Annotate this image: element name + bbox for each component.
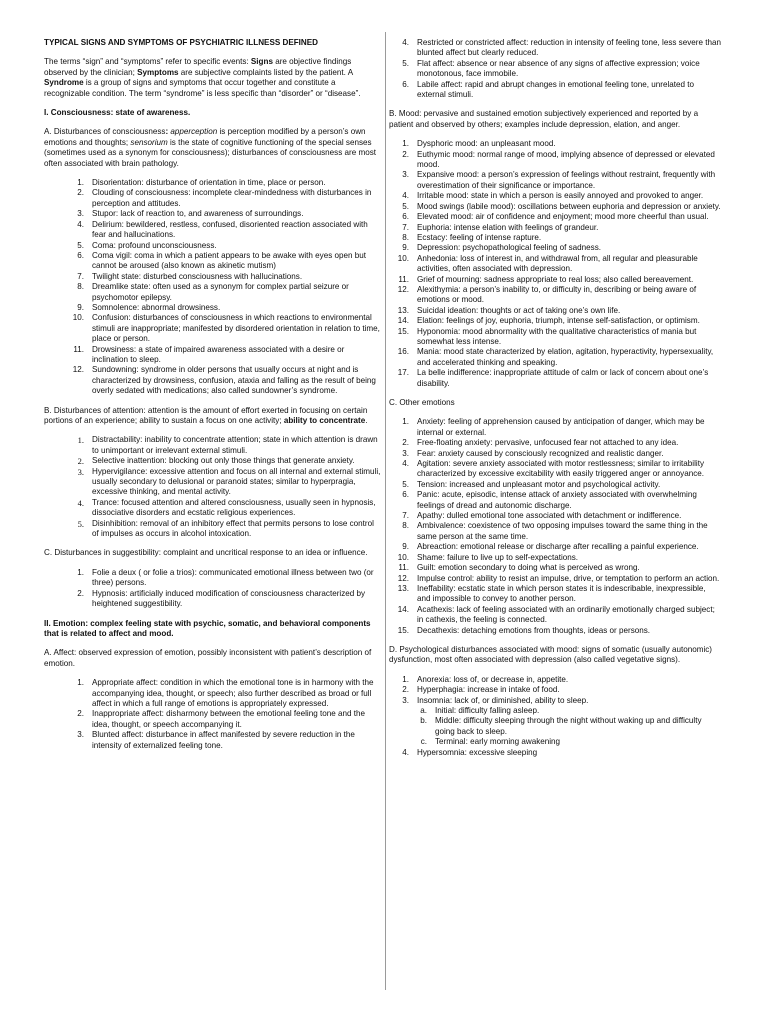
- list-item: [44, 730, 382, 751]
- list-item: [389, 737, 721, 747]
- list-item-text: Coma vigil: coma in which a patient appears to be awake with eyes open but cannot be aroused (also known as akinetic mutism): [92, 250, 366, 271]
- subsection-text: is the state of cognitive functioning of the special senses (sometimes used as a synonym for consciousness); disturbances of consciousness are most often associated with brain pathology.: [44, 137, 376, 168]
- list-item: [389, 542, 721, 552]
- list-item: [389, 706, 721, 716]
- list-item: [389, 285, 721, 306]
- list-item: [44, 282, 382, 303]
- list-item-number: 4.: [402, 38, 409, 47]
- list-item: [389, 306, 721, 316]
- list-item-text: Acathexis: lack of feeling associated with an ordinarily emotionally charged subject; in cathexis, the feeling is connected.: [417, 604, 715, 625]
- vegetative-signs-list: [389, 675, 721, 706]
- syndrome-term: Syndrome: [44, 78, 84, 88]
- list-item-number: 2.: [77, 188, 84, 198]
- list-item: [389, 490, 721, 511]
- list-item-text: Hypnosis: artificially induced modification of consciousness characterized by heightened suggestibility.: [92, 588, 366, 609]
- apperception-term: apperception: [170, 127, 218, 137]
- list-item: [389, 511, 721, 521]
- list-item: [44, 678, 382, 709]
- list-item-text: Abreaction: emotional release or discharge after recalling a painful experience.: [417, 542, 699, 552]
- list-item: [389, 368, 721, 389]
- list-item: [44, 365, 382, 396]
- list-item: [389, 243, 721, 253]
- list-item: [389, 459, 721, 480]
- list-item: [389, 574, 721, 584]
- list-item-text: Flat affect: absence or near absence of any signs of affective expression; voice monotonous, face immobile.: [417, 58, 700, 79]
- list-item-text: Terminal: early morning awakening: [435, 737, 561, 747]
- list-item-text: Insomnia: lack of, or diminished, ability to sleep.: [417, 695, 589, 705]
- list-item-text: Clouding of consciousness: incomplete clear-mindedness with disturbances in perception and attitudes.: [92, 188, 372, 208]
- list-item-text: Appropriate affect: condition in which the emotional tone is in harmony with the accompanying idea, thought, or speech; also further described as broad or full affect in which a full range of emotions is appropriately expressed.: [92, 678, 374, 708]
- list-item-text: Disorientation: disturbance of orientation in time, place or person.: [92, 178, 326, 188]
- list-item-number: 3.: [402, 695, 409, 705]
- list-item-text: Hypersomnia: excessive sleeping: [417, 747, 538, 757]
- list-item-number: 8.: [402, 521, 409, 531]
- list-item-text: Labile affect: rapid and abrupt changes in emotional feeling tone, unrelated to external stimuli.: [417, 79, 695, 100]
- list-item-text: Mania: mood state characterized by elation, agitation, hyperactivity, hypersexuality, and accelerated thinking and speaking.: [417, 347, 714, 367]
- list-item-number: 14.: [397, 316, 409, 326]
- list-item: [389, 553, 721, 563]
- subsection-text: A. Disturbances of consciousness: [44, 127, 166, 137]
- list-item-text: Agitation: severe anxiety associated with motor restlessness; similar to irritability characterized by excessive excitability with easily triggered anger or annoyance.: [417, 459, 705, 479]
- list-item: [389, 191, 721, 201]
- list-item: [389, 254, 721, 275]
- section-heading-emotion: II. Emotion: complex feeling state with psychic, somatic, and behavioral components that is related to affect and mood.: [44, 618, 371, 638]
- list-item-text: Ineffability: ecstatic state in which person states it is indescribable, inexpressible, and impossible to convey to another person.: [417, 583, 706, 604]
- list-item-number: 3.: [77, 209, 84, 219]
- list-item-text: Ecstacy: feeling of intense rapture.: [417, 232, 542, 242]
- list-item-text: Folie a deux ( or folie a trios): communicated emotional illness between two (or three) persons.: [92, 567, 374, 588]
- list-item-number: 1.: [402, 674, 409, 684]
- list-item: [389, 316, 721, 326]
- list-item: [44, 241, 382, 251]
- list-item: [389, 563, 721, 573]
- list-item-text: Tension: increased and unpleasant motor and psychological activity.: [417, 479, 661, 489]
- list-item: [44, 178, 382, 188]
- list-item-text: Elation: feelings of joy, euphoria, triumph, intense self-satisfaction, or optimism.: [417, 316, 700, 326]
- list-item-text: Mood swings (labile mood): oscillations between euphoria and depression or anxiety.: [417, 201, 721, 211]
- list-item-text: Restricted or constricted affect: reduction in intensity of feeling tone, less severe than blunted affect but clearly reduced.: [417, 38, 721, 58]
- subsection-attention-disturbances: [44, 406, 382, 427]
- list-item: [389, 275, 721, 285]
- list-item-number: 2.: [402, 438, 409, 448]
- list-item: [44, 456, 382, 466]
- list-item-number: 1.: [402, 417, 409, 427]
- list-item: [389, 202, 721, 212]
- list-item-text: Delirium: bewildered, restless, confused, disoriented reaction associated with fear and hallucinations.: [92, 219, 368, 240]
- list-item-text: Disinhibition: removal of an inhibitory effect that permits persons to lose control of impulses as occurs in alcohol intoxication.: [92, 518, 374, 539]
- list-item: [389, 150, 721, 171]
- list-item: [389, 327, 721, 348]
- consciousness-list: [44, 178, 382, 397]
- list-item-number: 1.: [77, 678, 84, 688]
- affect-list: [44, 678, 382, 751]
- column-divider: [385, 32, 386, 990]
- list-item: [44, 251, 382, 272]
- list-item: [389, 212, 721, 222]
- list-item: [389, 685, 721, 695]
- list-item-number: 1.: [77, 178, 84, 188]
- list-item: [389, 223, 721, 233]
- list-item-text: Anxiety: feeling of apprehension caused by anticipation of danger, which may be internal or external.: [417, 417, 705, 437]
- list-item-number: 10.: [72, 313, 84, 323]
- list-item-number: 14.: [397, 604, 409, 614]
- subsection-psychological-disturbances: D. Psychological disturbances associated with mood: signs of somatic (usually autonomic) dysfunction, most often associated with depression (also called vegetative signs).: [389, 644, 712, 665]
- list-item-number: 5.: [77, 240, 84, 250]
- right-column: [389, 38, 721, 767]
- list-item: [389, 233, 721, 243]
- intro-text: The terms “sign” and “symptoms” refer to specific events:: [44, 57, 251, 67]
- list-item: [44, 188, 382, 209]
- list-item-number: 15.: [397, 625, 409, 635]
- list-item-number: 6.: [402, 79, 409, 89]
- list-item: [389, 139, 721, 149]
- list-item: [389, 38, 721, 59]
- subsection-other-emotions: C. Other emotions: [389, 398, 455, 407]
- list-item-number: 9.: [402, 243, 409, 253]
- list-item: [389, 675, 721, 685]
- subsection-mood: B. Mood: pervasive and sustained emotion subjectively experienced and reported by a patient and observed by others; examples include depression, elation, and anger.: [389, 109, 699, 129]
- list-item-text: Stupor: lack of reaction to, and awareness of surroundings.: [92, 209, 304, 219]
- list-item-number: 2.: [402, 149, 409, 159]
- left-column: [44, 38, 382, 760]
- list-item: [389, 626, 721, 636]
- list-item-number: 7.: [402, 222, 409, 232]
- list-item: [44, 467, 382, 498]
- list-item: [389, 170, 721, 191]
- list-item: [44, 709, 382, 730]
- list-item-text: Apathy: dulled emotional tone associated with detachment or indifference.: [417, 511, 682, 521]
- list-item-text: Impulse control: ability to resist an impulse, drive, or temptation to perform an action.: [417, 573, 720, 583]
- subsection-consciousness-disturbances: [44, 127, 382, 169]
- list-item: [389, 438, 721, 448]
- list-item-number: 11.: [73, 344, 84, 354]
- insomnia-sublist: [389, 706, 721, 748]
- list-item-text: Hyperphagia: increase in intake of food.: [417, 685, 560, 695]
- list-item-number: 12.: [397, 573, 409, 583]
- list-item-number: 7.: [77, 271, 84, 281]
- list-item-number: 3.: [402, 170, 409, 180]
- list-item: [389, 521, 721, 542]
- ability-to-concentrate-term: ability to concentrate: [283, 416, 366, 425]
- list-item-number: 7.: [402, 511, 409, 521]
- list-item-number: 2.: [77, 456, 84, 467]
- list-item-text: La belle indifference: inappropriate attitude of calm or lack of concern about one’s disability.: [417, 368, 709, 388]
- mood-list: [389, 139, 721, 389]
- list-item-text: Confusion: disturbances of consciousness in which reactions to environmental stimuli are inappropriate; manifested by disordered orientation in relation to time, place or person.: [92, 313, 380, 344]
- list-item-text: Selective inattention: blocking out only those things that generate anxiety.: [92, 456, 355, 466]
- list-item: [389, 696, 721, 706]
- list-item-text: Guilt: emotion secondary to doing what is perceived as wrong.: [417, 563, 640, 573]
- list-item: [44, 272, 382, 282]
- list-item-number: 10.: [397, 253, 409, 263]
- list-item-number: 2.: [77, 709, 84, 719]
- list-item-number: 9.: [77, 302, 84, 312]
- list-item-text: Anhedonia: loss of interest in, and withdrawal from, all regular and pleasurable activities, often associated with depression.: [417, 253, 698, 274]
- list-item-number: c.: [420, 737, 427, 747]
- list-item-number: 17.: [397, 368, 409, 378]
- list-item-number: 5.: [402, 479, 409, 489]
- intro-text: are objective findings observed by the clinician;: [44, 57, 352, 77]
- list-item-text: Hyponomia: mood abnormality with the qualitative characteristics of mania but somewhat less intense.: [417, 326, 697, 346]
- list-item-text: Suicidal ideation: thoughts or act of taking one’s own life.: [417, 305, 621, 315]
- list-item-text: Ambivalence: coexistence of two opposing impulses toward the same thing in the same person at the same time.: [417, 521, 708, 541]
- list-item-text: Twilight state: disturbed consciousness with hallucinations.: [92, 271, 303, 281]
- list-item-text: Initial: difficulty falling asleep.: [435, 705, 540, 715]
- subsection-suggestibility: C. Disturbances in suggestibility: complaint and uncritical response to an idea or influence.: [44, 548, 368, 558]
- list-item: [389, 80, 721, 101]
- list-item-number: 3.: [402, 448, 409, 458]
- list-item-text: Dysphoric mood: an unpleasant mood.: [417, 139, 556, 149]
- list-item-text: Distractability: inability to concentrate attention; state in which attention is drawn to unimportant or irrelevant external stimuli.: [92, 435, 378, 455]
- vegetative-signs-list-end: [389, 748, 721, 758]
- list-item-number: 15.: [397, 326, 409, 336]
- list-item-text: Irritable mood: state in which a person is easily annoyed and provoked to anger.: [417, 191, 704, 201]
- list-item-number: 1.: [77, 435, 84, 446]
- list-item-number: 4.: [402, 191, 409, 201]
- subsection-affect: A. Affect: observed expression of emotion, possibly inconsistent with patient’s description of emotion.: [44, 648, 372, 668]
- list-item-number: 1.: [77, 567, 84, 577]
- list-item-text: Fear: anxiety caused by consciously recognized and realistic danger.: [417, 448, 664, 458]
- subsection-text: B. Disturbances of attention: attention is the amount of effort exerted in focusing on certain portions of an experience; ability to sustain a focus on one activity;: [44, 405, 368, 425]
- list-item: [44, 568, 382, 589]
- other-emotions-list: [389, 417, 721, 636]
- list-item: [389, 417, 721, 438]
- list-item: [44, 498, 382, 519]
- list-item-number: 5.: [402, 58, 409, 68]
- list-item: [389, 584, 721, 605]
- list-item: [389, 605, 721, 626]
- list-item: [389, 480, 721, 490]
- list-item-text: Free-floating anxiety: pervasive, unfocused fear not attached to any idea.: [417, 438, 679, 448]
- list-item-text: Dreamlike state: often used as a synonym for complex partial seizure or psychomotor epilepsy.: [92, 282, 349, 302]
- section-heading-consciousness: I. Consciousness: state of awareness.: [44, 108, 191, 118]
- list-item: [44, 209, 382, 219]
- sensorium-term: sensorium: [130, 137, 168, 147]
- list-item: [44, 313, 382, 344]
- intro-paragraph: [44, 57, 382, 99]
- list-item-number: 5.: [77, 518, 84, 529]
- list-item-number: 4.: [402, 459, 409, 469]
- list-item-text: Trance: focused attention and altered consciousness, usually seen in hypnosis, dissociative disorders and ecstatic religious experiences.: [92, 497, 376, 518]
- list-item: [44, 519, 382, 540]
- list-item: [44, 435, 382, 456]
- list-item-number: 9.: [402, 542, 409, 552]
- list-item-text: Grief of mourning: sadness appropriate to real loss; also called bereavement.: [417, 274, 694, 284]
- list-item-text: Shame: failure to live up to self-expectations.: [417, 552, 579, 562]
- list-item-number: 4.: [77, 497, 84, 508]
- intro-text: is a group of signs and symptoms that occur together and constitute a recognizable condition. The term “syndrome” is less specific than “disorder” or “disease”.: [44, 78, 361, 98]
- document-title: TYPICAL SIGNS AND SYMPTOMS OF PSYCHIATRIC ILLNESS DEFINED: [44, 38, 319, 47]
- subsection-text: .: [365, 416, 368, 425]
- list-item-number: 5.: [402, 201, 409, 211]
- list-item-number: 12.: [397, 284, 409, 294]
- list-item: [389, 716, 721, 737]
- list-item: [389, 347, 721, 368]
- list-item-number: 6.: [402, 212, 409, 222]
- list-item-text: Blunted affect: disturbance in affect manifested by severe reduction in the intensity of externalized feeling tone.: [92, 730, 355, 750]
- list-item-text: Coma: profound unconsciousness.: [92, 240, 217, 250]
- list-item-number: 10.: [397, 552, 409, 562]
- list-item-text: Depression: psychopathological feeling of sadness.: [417, 243, 602, 253]
- list-item-text: Euthymic mood: normal range of mood, implying absence of depressed or elevated mood.: [417, 149, 715, 170]
- list-item-text: Inappropriate affect: disharmony between the emotional feeling tone and the idea, thought, or speech accompanying it.: [92, 709, 365, 729]
- list-item-number: 16.: [397, 347, 409, 357]
- list-item-number: 11.: [398, 274, 409, 284]
- list-item-number: 12.: [72, 365, 84, 375]
- list-item-number: 3.: [77, 730, 84, 740]
- list-item-text: Decathexis: detaching emotions from thoughts, ideas or persons.: [417, 625, 651, 635]
- attention-list: [44, 435, 382, 539]
- affect-list-continued: [389, 38, 721, 100]
- list-item-number: 2.: [77, 588, 84, 598]
- list-item-number: 8.: [402, 232, 409, 242]
- list-item-text: Alexithymia: a person’s inability to, or difficulty in, describing or being aware of emotions or mood.: [417, 284, 697, 305]
- suggestibility-list: [44, 568, 382, 610]
- list-item: [44, 589, 382, 610]
- signs-term: Signs: [250, 57, 273, 67]
- list-item-text: Elevated mood: air of confidence and enjoyment; mood more cheerful than usual.: [417, 212, 709, 222]
- list-item-number: 2.: [402, 685, 409, 695]
- list-item-text: Hypervigilance: excessive attention and focus on all internal and external stimuli, usually secondary to delusional or paranoid states; similar to hyperpragia, excessive thinking, and mental activity.: [92, 466, 381, 497]
- list-item-number: a.: [420, 705, 427, 715]
- list-item-text: Somnolence: abnormal drowsiness.: [92, 302, 221, 312]
- list-item-number: 1.: [402, 139, 409, 149]
- list-item-number: 4.: [402, 747, 409, 757]
- list-item-text: Euphoria: intense elation with feelings of grandeur.: [417, 222, 599, 232]
- list-item-number: b.: [420, 716, 427, 726]
- list-item-number: 6.: [77, 250, 84, 260]
- list-item-number: 8.: [77, 282, 84, 292]
- list-item-number: 4.: [77, 219, 84, 229]
- symptoms-term: Symptoms: [137, 67, 179, 77]
- list-item-text: Anorexia: loss of, or decrease in, appetite.: [417, 674, 569, 684]
- list-item-number: 3.: [77, 466, 84, 477]
- subsection-text: is perception modified by a person’s own emotions and thoughts;: [44, 127, 366, 147]
- list-item: [389, 748, 721, 758]
- list-item-number: 11.: [398, 563, 409, 573]
- list-item-text: Drowsiness: a state of impaired awareness associated with a desire or inclination to sleep.: [92, 344, 345, 364]
- list-item-text: Expansive mood: a person’s expression of feelings without restraint, frequently with overestimation of their significance or importance.: [417, 170, 716, 190]
- list-item-number: 13.: [397, 305, 409, 315]
- list-item-number: 6.: [402, 490, 409, 500]
- list-item: [44, 220, 382, 241]
- list-item-text: Middle: difficulty sleeping through the night without waking up and difficulty going back to sleep.: [435, 716, 702, 736]
- colon-mark: :: [165, 127, 169, 137]
- list-item: [389, 59, 721, 80]
- intro-text: are subjective complaints listed by the patient. A: [178, 67, 353, 77]
- list-item: [44, 345, 382, 366]
- list-item: [44, 303, 382, 313]
- list-item-number: 13.: [397, 583, 409, 593]
- list-item-text: Sundowning: syndrome in older persons that usually occurs at night and is characterized by drowsiness, confusion, ataxia and falling as the result of being overly sedated with medications; also called sundowner’s syndrome.: [92, 365, 376, 396]
- list-item: [389, 449, 721, 459]
- list-item-text: Panic: acute, episodic, intense attack of anxiety associated with overwhelming feelings of dread and autonomic discharge.: [417, 490, 697, 510]
